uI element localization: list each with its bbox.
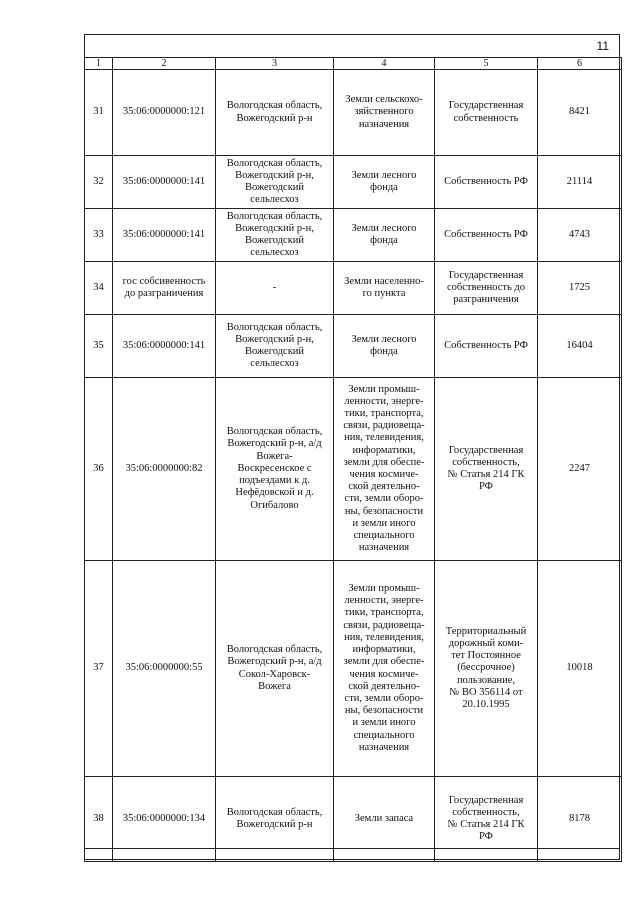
cell-land-category: Земли промыш- ленности, энерге- тики, транспорта, связи, радиовеща- ния, телевидения, информатики, земли для обеспе- чения космиче- ской деятельно- сти, земли оборо- ны, безопасности и земли иного специального назначения <box>334 378 435 561</box>
cell-land-category: Земли промыш- ленности, энерге- тики, транспорта, связи, радиовеща- ния, телевидения, информатики, земли для обеспе- чения космиче- ской деятельно- сти, земли оборо- ны, безопасности и земли иного специального назначения <box>334 561 435 777</box>
cell-cadastral-number: 35:06:0000000:134 <box>113 777 216 862</box>
cell-area: 8178 <box>538 777 622 862</box>
cell-row-number: 36 <box>85 378 113 561</box>
cell-ownership: Государственная собственность, № Статья 214 ГК РФ <box>435 777 538 862</box>
cell-area: 2247 <box>538 378 622 561</box>
cell-location: Вологодская область, Вожегодский р-н, Вожегодский сельлесхоз <box>216 156 334 209</box>
cell-row-number: 38 <box>85 777 113 862</box>
column-header-4: 4 <box>334 58 435 70</box>
cell-cadastral-number: 35:06:0000000:141 <box>113 209 216 262</box>
column-header-1: 1 <box>85 58 113 70</box>
cell-area: 1725 <box>538 262 622 315</box>
header-row <box>85 58 622 70</box>
table-row <box>85 378 622 561</box>
cell-ownership: Собственность РФ <box>435 209 538 262</box>
cell-area: 4743 <box>538 209 622 262</box>
column-header-2: 2 <box>113 58 216 70</box>
page-number: 11 <box>596 39 609 53</box>
cell-ownership: Собственность РФ <box>435 156 538 209</box>
table-row <box>85 209 622 262</box>
cell-area: 10018 <box>538 561 622 777</box>
column-header-3: 3 <box>216 58 334 70</box>
bottom-rule <box>84 848 620 849</box>
table-row <box>85 262 622 315</box>
cell-location: Вологодская область, Вожегодский р-н, а/д Вожега- Воскресенское с подъездами к д. Нефёдовской и д. Огибалово <box>216 378 334 561</box>
cell-land-category: Земли запаса <box>334 777 435 862</box>
cell-area: 16404 <box>538 315 622 378</box>
cell-location: - <box>216 262 334 315</box>
cell-land-category: Земли сельскохо- зяйственного назначения <box>334 70 435 156</box>
table-row <box>85 561 622 777</box>
cell-row-number: 35 <box>85 315 113 378</box>
cell-cadastral-number: 35:06:0000000:82 <box>113 378 216 561</box>
cell-location: Вологодская область, Вожегодский р-н <box>216 70 334 156</box>
cell-row-number: 37 <box>85 561 113 777</box>
column-header-5: 5 <box>435 58 538 70</box>
table-row <box>85 315 622 378</box>
cell-land-category: Земли лесного фонда <box>334 156 435 209</box>
cell-ownership: Государственная собственность <box>435 70 538 156</box>
cell-cadastral-number: 35:06:0000000:141 <box>113 315 216 378</box>
table-body <box>85 58 622 862</box>
cell-location: Вологодская область, Вожегодский р-н, Вожегодский сельлесхоз <box>216 209 334 262</box>
cell-cadastral-number: 35:06:0000000:141 <box>113 156 216 209</box>
column-header-6: 6 <box>538 58 622 70</box>
cell-ownership: Государственная собственность, № Статья 214 ГК РФ <box>435 378 538 561</box>
cell-location: Вологодская область, Вожегодский р-н, Вожегодский сельлесхоз <box>216 315 334 378</box>
cell-row-number: 31 <box>85 70 113 156</box>
cell-cadastral-number: 35:06:0000000:55 <box>113 561 216 777</box>
cell-area: 8421 <box>538 70 622 156</box>
cell-row-number: 34 <box>85 262 113 315</box>
cell-land-category: Земли населенно- го пункта <box>334 262 435 315</box>
cell-cadastral-number: гос собсивенность до разграничения <box>113 262 216 315</box>
page-frame <box>84 34 620 860</box>
cell-cadastral-number: 35:06:0000000:121 <box>113 70 216 156</box>
cell-ownership: Государственная собственность до разграничения <box>435 262 538 315</box>
cell-row-number: 33 <box>85 209 113 262</box>
land-register-table <box>84 57 622 862</box>
table-row <box>85 156 622 209</box>
cell-location: Вологодская область, Вожегодский р-н <box>216 777 334 862</box>
cell-area: 21114 <box>538 156 622 209</box>
cell-row-number: 32 <box>85 156 113 209</box>
cell-land-category: Земли лесного фонда <box>334 209 435 262</box>
cell-ownership: Территориальный дорожный коми- тет Постоянное (бессрочное) пользование, № ВО 356114 от 20.10.1995 <box>435 561 538 777</box>
table-row <box>85 70 622 156</box>
cell-ownership: Собственность РФ <box>435 315 538 378</box>
cell-land-category: Земли лесного фонда <box>334 315 435 378</box>
cell-location: Вологодская область, Вожегодский р-н, а/д Сокол-Харовск- Вожега <box>216 561 334 777</box>
